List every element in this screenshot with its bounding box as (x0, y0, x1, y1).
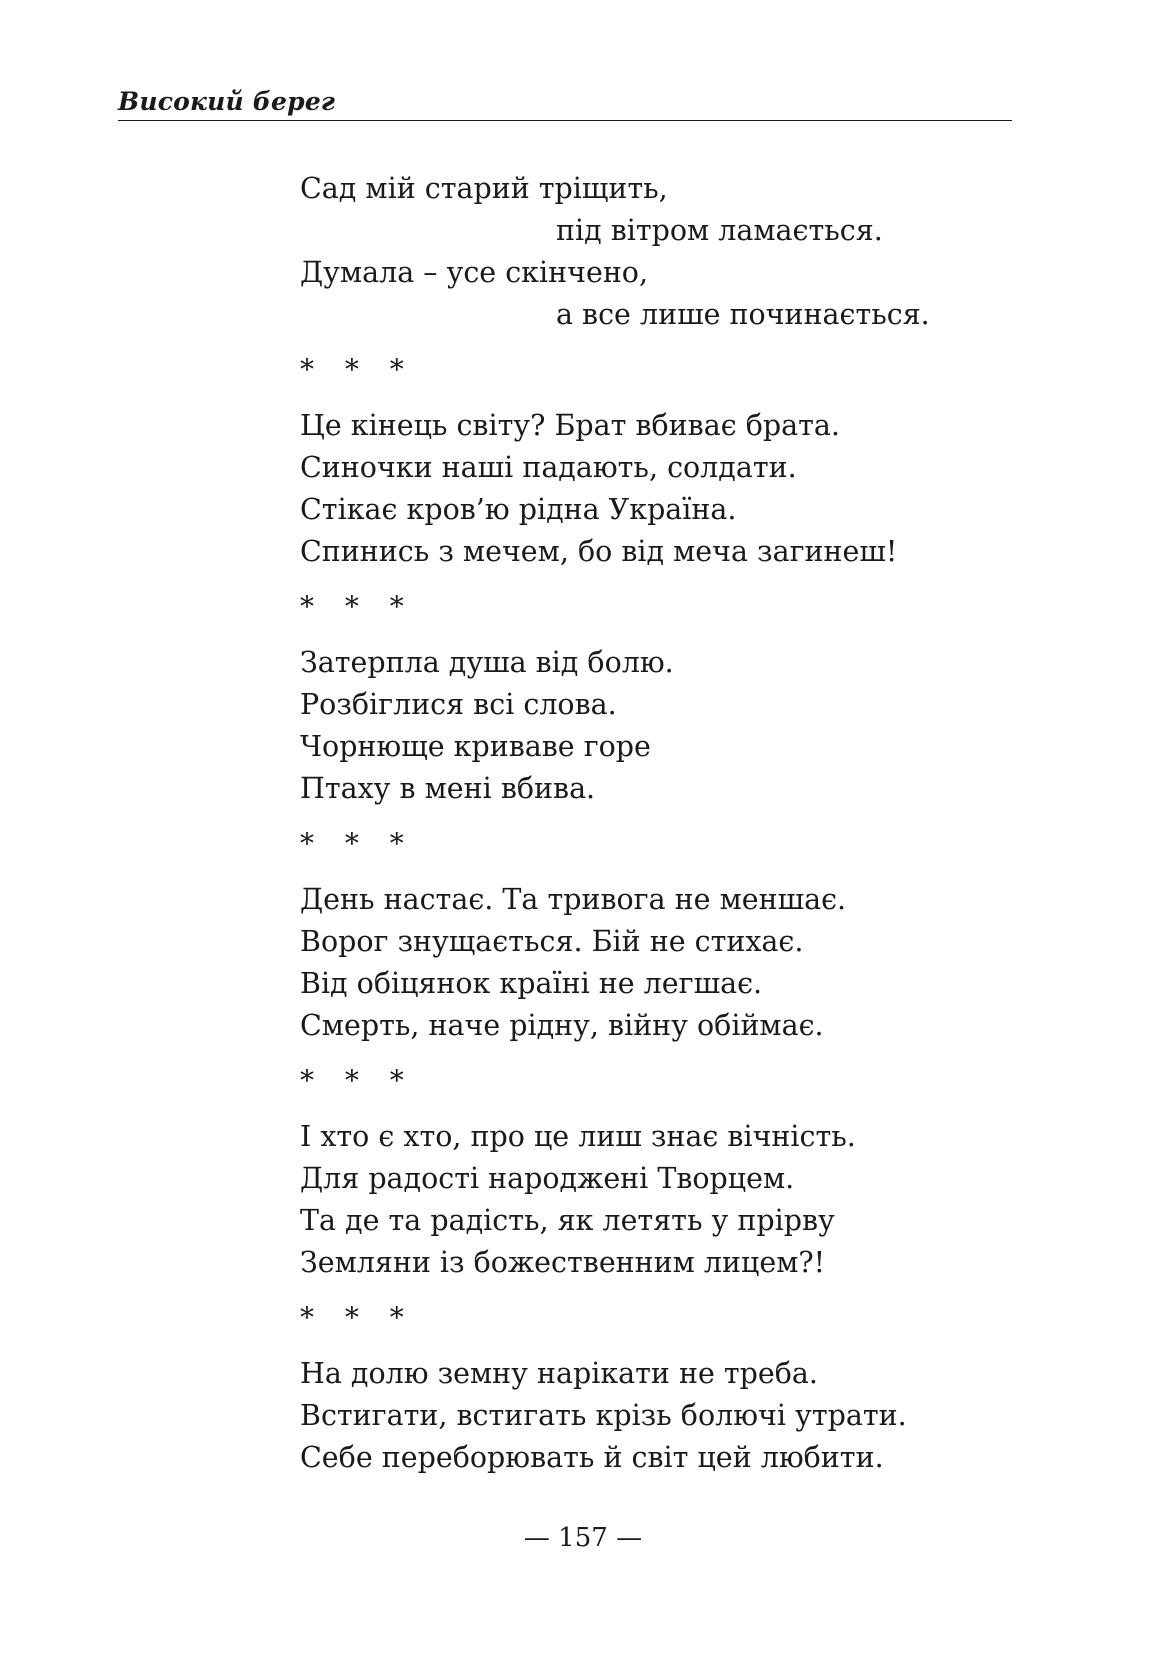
stanza-separator: * * * (300, 353, 415, 386)
poem-line: Себе переборювать й світ цей любити. (300, 1441, 884, 1474)
poem-line: Чорнюще криваве горе (300, 730, 651, 763)
poem-line: Земляни із божественним лицем?! (300, 1246, 826, 1279)
poem-line: а все лише починається. (556, 298, 930, 331)
poem-line: Смерть, наче рідну, війну обіймає. (300, 1009, 824, 1042)
stanza-5 (300, 1116, 1000, 1284)
poem-line: Це кінець світу? Брат вбиває брата. (300, 409, 840, 442)
poem-line: Встигати, встигать крізь болючі утрати. (300, 1399, 907, 1432)
stanza-2 (300, 405, 1000, 573)
poem-line: Спинись з мечем, бо від меча загинеш! (300, 535, 898, 568)
poem-line: Та де та радість, як летять у прірву (300, 1204, 835, 1237)
stanza-separator: * * * (300, 827, 415, 860)
header-rule (118, 120, 1012, 121)
stanza-separator: * * * (300, 1064, 415, 1097)
stanza-separator: * * * (300, 590, 415, 623)
stanza-4 (300, 879, 1000, 1047)
stanza-1 (300, 168, 1000, 336)
running-head: Високий берег (118, 87, 336, 116)
poem-line: День настає. Та тривога не меншає. (300, 883, 847, 916)
poem-line: На долю земну нарікати не треба. (300, 1357, 818, 1390)
poem-line: Затерпла душа від болю. (300, 646, 674, 679)
poem-body (300, 168, 1000, 1479)
poem-line: Сад мій старий тріщить, (300, 172, 668, 205)
poem-line: Птаху в мені вбива. (300, 772, 596, 805)
stanza-6 (300, 1353, 1000, 1479)
poem-line: Для радості народжені Творцем. (300, 1162, 795, 1195)
poem-line: І хто є хто, про це лиш знає вічність. (300, 1120, 856, 1153)
poem-line: Від обіцянок країні не легшає. (300, 967, 763, 1000)
poem-line: під вітром ламається. (556, 214, 883, 247)
poem-line: Думала – усе скінчено, (300, 256, 649, 289)
poem-line: Розбіглися всі слова. (300, 688, 617, 721)
stanza-3 (300, 642, 1000, 810)
stanza-separator: * * * (300, 1301, 415, 1334)
poem-line: Синочки наші падають, солдати. (300, 451, 797, 484)
page-number: — 157 — (523, 1523, 643, 1553)
poem-line: Стікає кров’ю рідна Україна. (300, 493, 737, 526)
poem-line: Ворог знущається. Бій не стихає. (300, 925, 804, 958)
